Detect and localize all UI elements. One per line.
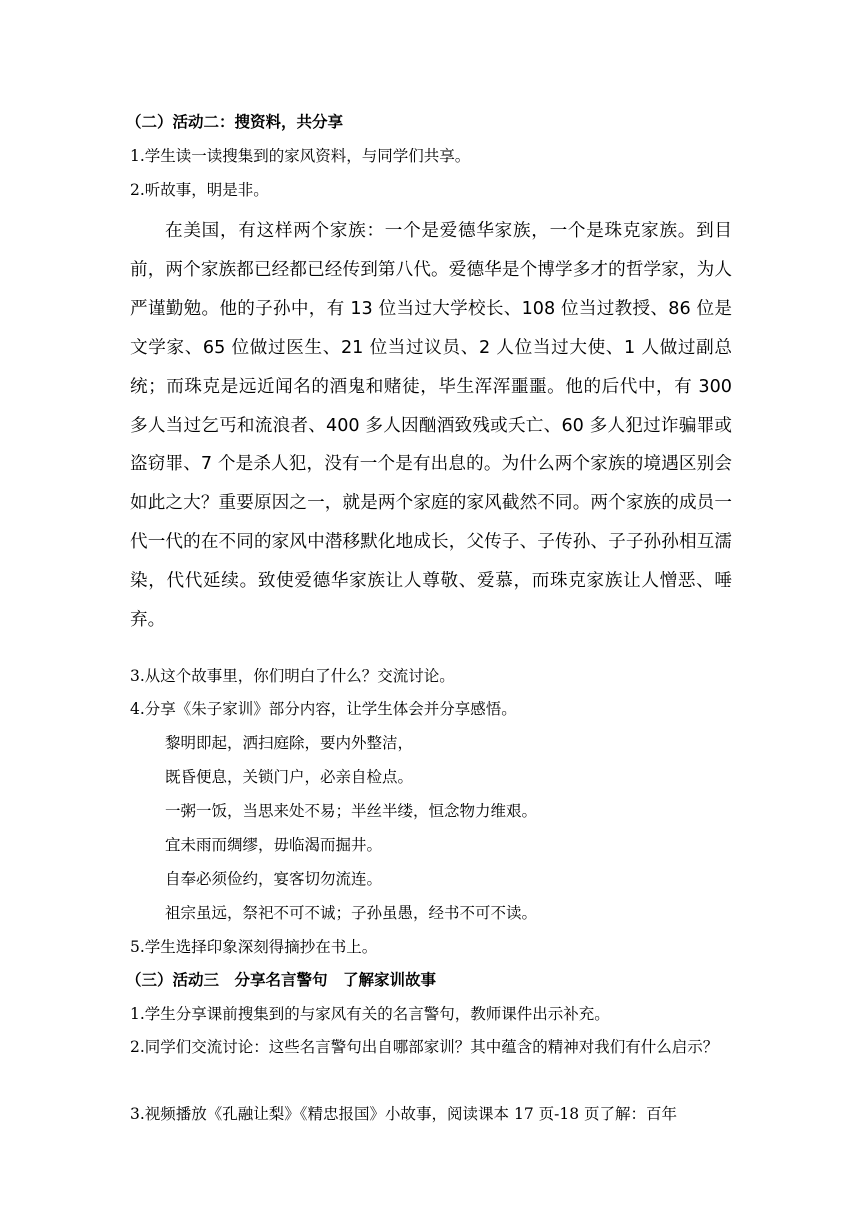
section3-item-3: 3.视频播放《孔融让梨》《精忠报国》小故事，阅读课本 17 页-18 页了解：百年 [130, 1105, 678, 1123]
poem-line-3: 一粥一饭，当思来处不易；半丝半缕，恒念物力维艰。 [165, 802, 538, 820]
section2-item-2: 2.听故事，明是非。 [130, 181, 269, 199]
poem-line-2: 既昏便息，关锁门户，必亲自检点。 [165, 768, 414, 786]
section2-item-1: 1.学生读一读搜集到的家风资料，与同学们共享。 [130, 147, 471, 165]
poem-line-6: 祖宗虽远，祭祀不可不诚；子孙虽愚，经书不可不读。 [165, 904, 538, 922]
section2-item-5: 5.学生选择印象深刻得摘抄在书上。 [130, 938, 378, 956]
section2-heading: （二）活动二：搜资料，共分享 [126, 112, 344, 131]
section2-item-4: 4.分享《朱子家训》部分内容，让学生体会并分享感悟。 [130, 700, 517, 718]
family-story-paragraph: 在美国，有这样两个家族：一个是爱德华家族，一个是珠克家族。到目前，两个家族都已经都已经传到第八代。爱德华是个博学多才的哲学家，为人严谨勤勉。他的子孙中，有 13 位当过大学校长、108 位当过教授、86 位是文学家、65 位做过医生、21 位当过议员、2 人位当过大使、1 人做过副总统；而珠克是远近闻名的酒鬼和赌徒，毕生浑浑噩噩。他的后代中，有 300 多人当过乞丐和流浪者、400 多人因酗酒致残或夭亡、60 多人犯过诈骗罪或盗窃罪、7 个是杀人犯，没有一个是有出息的。为什么两个家族的境遇区别会如此之大？重要原因之一，就是两个家庭的家风截然不同。两个家族的成员一代一代的在不同的家风中潜移默化地成长，父传子、子传孙、子子孙孙相互濡染，代代延续。致使爱德华家族让人尊敬、爱慕，而珠克家族让人憎恶、唾弃。 [130, 221, 732, 631]
section3-heading: （三）活动三 分享名言警句 了解家训故事 [126, 970, 437, 989]
poem-line-1: 黎明即起，洒扫庭除，要内外整洁， [165, 734, 414, 752]
poem-line-5: 自奉必须俭约，宴客切勿流连。 [165, 870, 383, 888]
section3-item-2: 2.同学们交流讨论：这些名言警句出自哪部家训？其中蕴含的精神对我们有什么启示？ [130, 1038, 719, 1056]
section2-item-3: 3.从这个故事里，你们明白了什么？交流讨论。 [130, 667, 455, 685]
section3-item-1: 1.学生分享课前搜集到的与家风有关的名言警句，教师课件出示补充。 [130, 1005, 610, 1023]
poem-line-4: 宜未雨而绸缪，毋临渴而掘井。 [165, 836, 383, 854]
